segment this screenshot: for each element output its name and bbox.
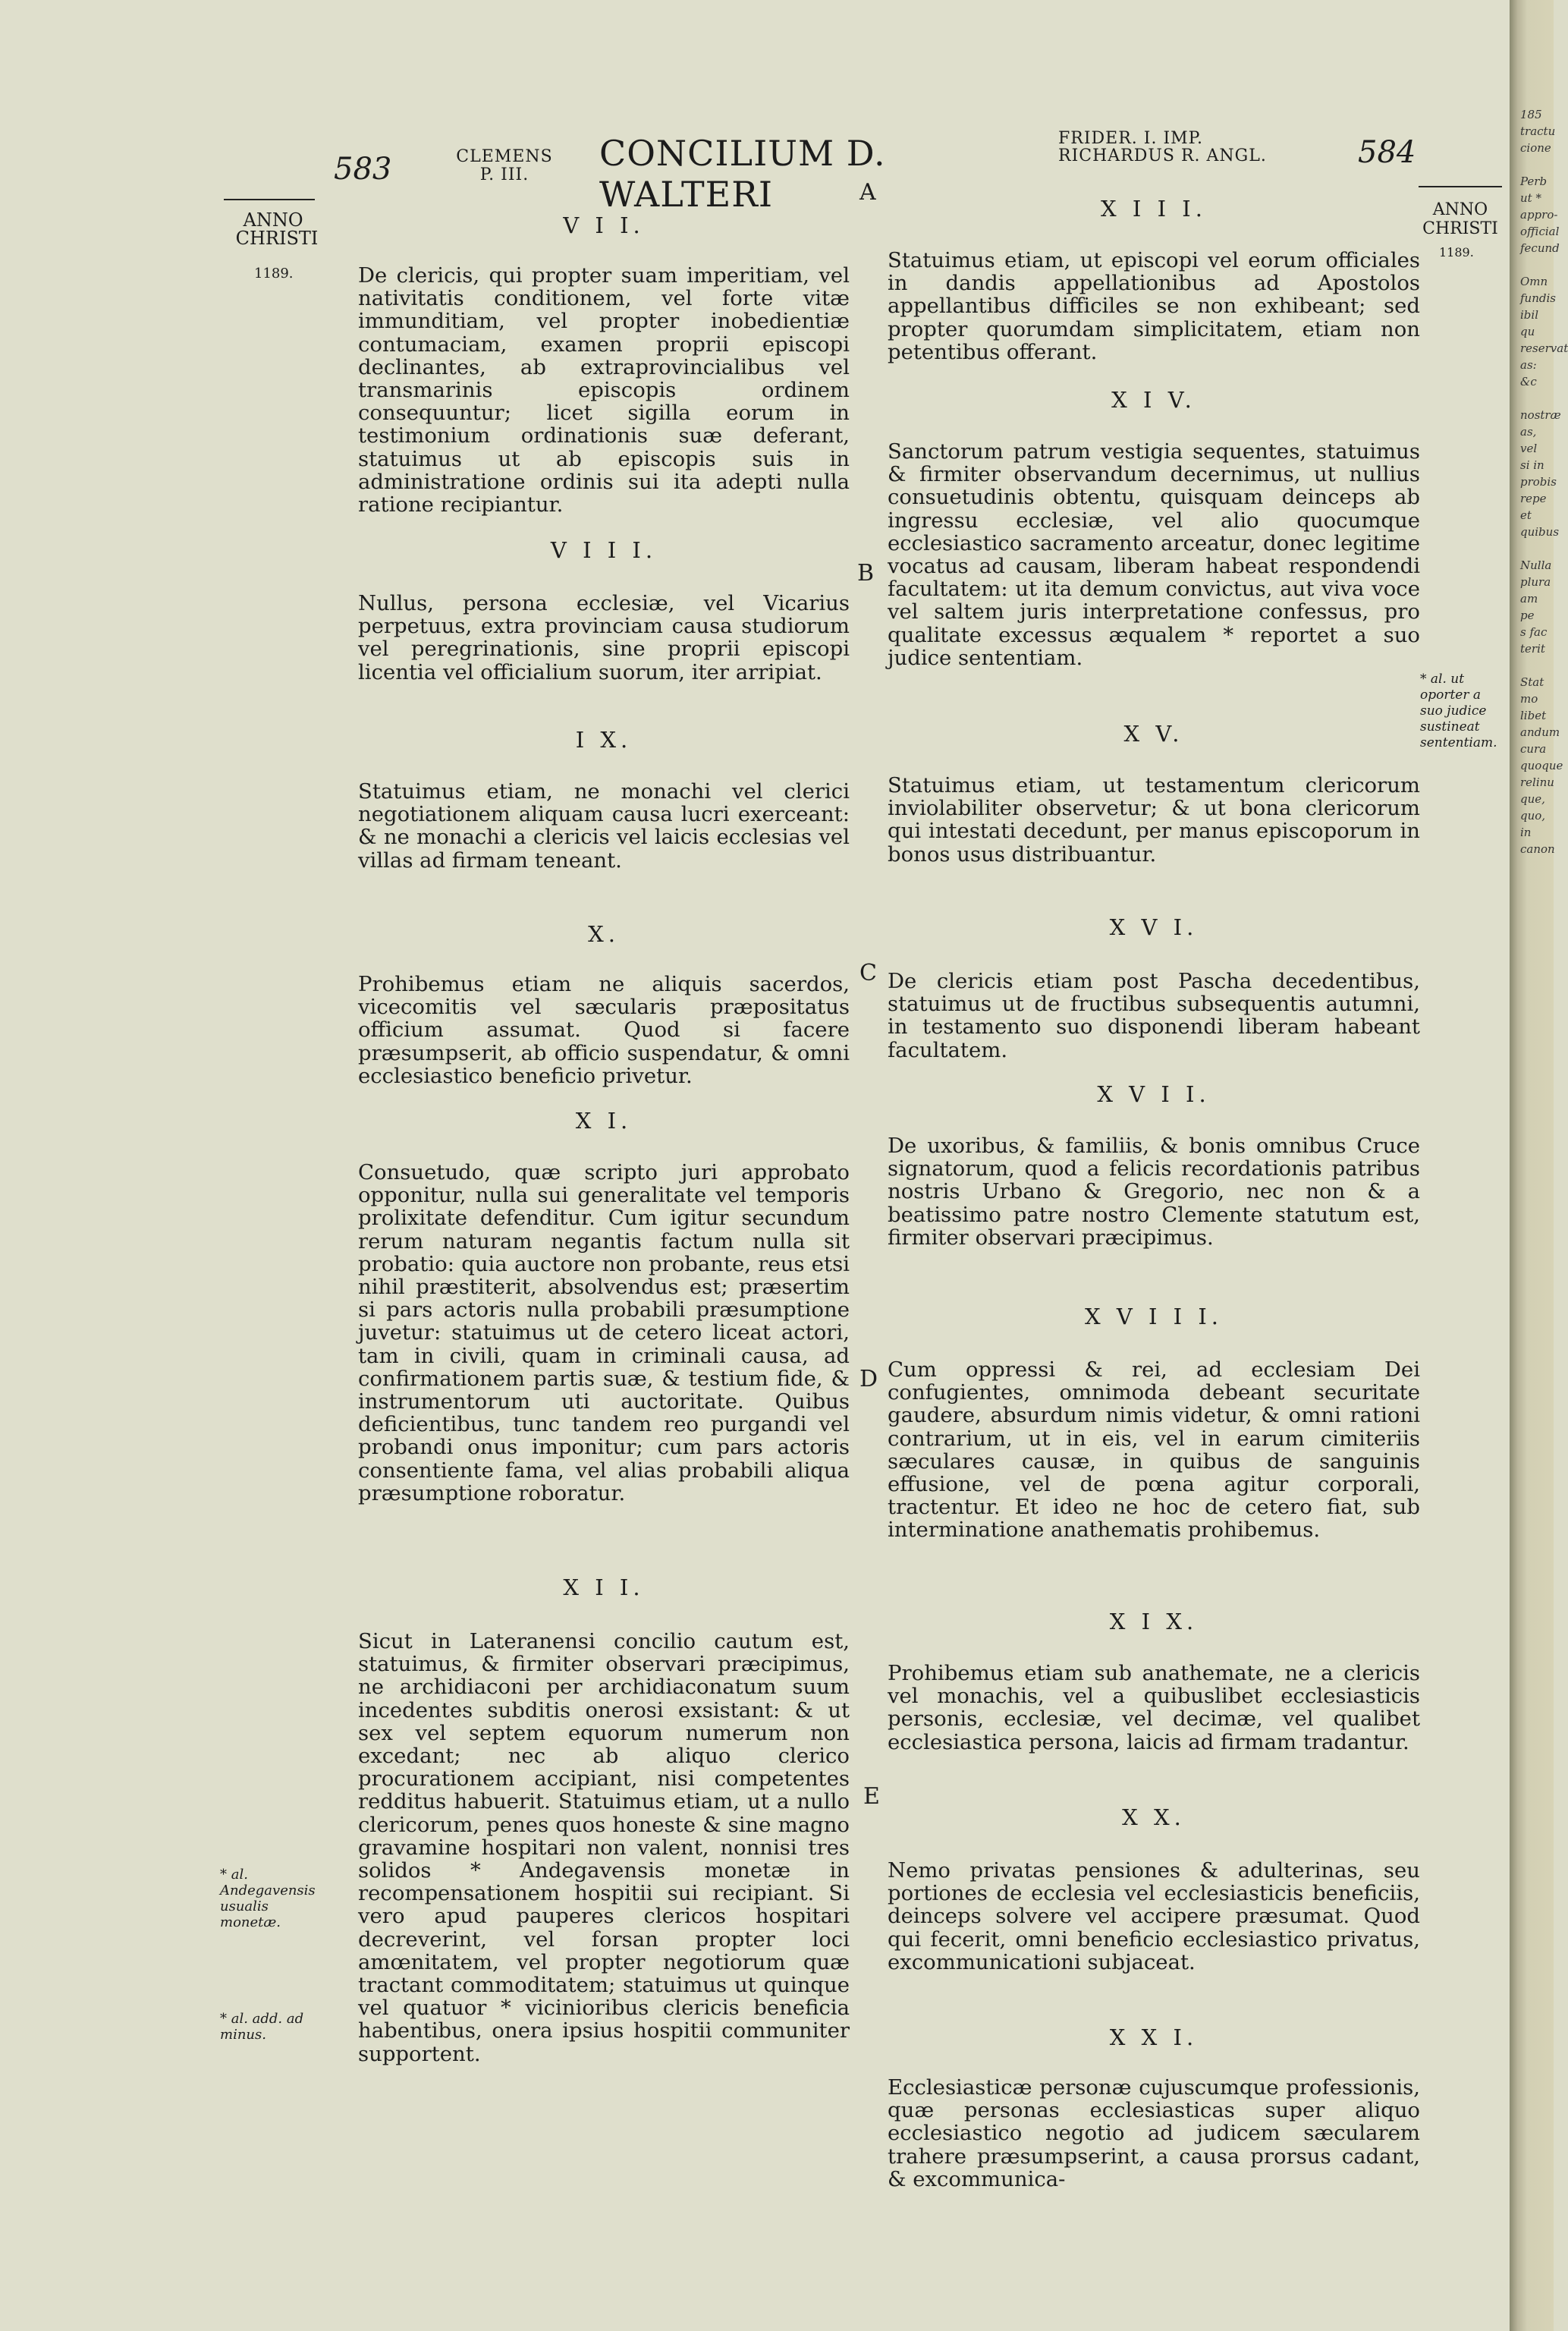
margin-note-right: * al. ut oporter a suo judice sustineat sententiam. [1420,672,1497,750]
running-head-left-1: CLEMENS [456,147,553,166]
canon-heading: V I I I. [550,537,658,563]
margin-rule-right [1419,186,1502,187]
canon-text: Statuimus etiam, ne monachi vel clerici negotiationem aliquam causa lucri exerceant: & ne monachi a clericis vel laicis ecclesias vel villas ad firmam teneant. [358,779,850,873]
adjacent-page-fragments: 185 tractu cione Perb ut * appro- official fecund Omn fundis ibil qu reservat as: &c nostræ as, vel si in probis repe et quibus Nulla plura am pe s fac terit Stat mo libet andum cura quoque relinu que, quo, in canon [1520,108,1568,856]
canon-text: Prohibemus etiam ne aliquis sacerdos, vicecomitis vel sæcularis præpositatus officium assumat. Quod si facere præsumpserit, ab officio suspendatur, & omni ecclesiastico beneficio privetur. [358,972,850,1088]
section-letter-d: D [859,1366,878,1392]
running-head-left-2: P. III. [479,165,529,184]
margin-rule-left [224,199,315,200]
canon-heading: I X. [575,727,633,753]
running-head-right-2: RICHARDUS R. ANGL. [1058,146,1267,165]
canon-text: Sicut in Lateranensi concilio cautum est, statuimus, & firmiter observari præcipimus, ne archidiaconi per archidiaconatum suum incedentes subditis onerosi exsistant: & ut sex vel septem equorum numerum non excedant; nec ab aliquo clerico procurationem accipiant, nisi competentes redditus habuerit. Statuimus etiam, ut a nullo clericorum, penes quos honeste & sine magno gravamine hospitari non valent, nonnisi tres solidos * Andegavensis monetæ in recompensationem hospitii sui recipiant. Si vero apud pauperes clericos hospitari decreverint, vel forsan propter loci amœnitatem, vel propter negotiorum quæ tractant commoditatem; statuimus ut quinque vel quatuor * vicinioribus clericis beneficia habentibus, onera ipsius hospitii communiter supportent. [358,1629,850,2066]
canon-heading: X I. [575,1108,633,1134]
canon-text: Statuimus etiam, ut testamentum clericorum inviolabiliter observetur; & ut bona clericorum qui intestati decedunt, per manus episcoporum in bonos usus distribuantur. [888,773,1420,867]
section-letter-a: A [859,179,876,206]
canon-heading: V I I. [563,212,645,238]
canon-heading: X V I I I. [1084,1304,1224,1329]
canon-heading: X V I. [1109,914,1199,940]
canon-text: De clericis, qui propter suam imperitiam, vel nativitatis conditionem, vel forte vitæ immunditiam, vel propter inobedientiæ contumaciam, examen proprii episcopi declinantes, ab extraprovincialibus vel transmarinis episcopis ordinem consequuntur; licet sigilla eorum in testimonium ordinationis suæ deferant, statuimus ut ab episcopis suis in administratione ordinis sui ita adepti nulla ratione recipiantur. [358,263,850,517]
margin-year-right: 1189. [1439,245,1474,260]
page-title: CONCILIUM D. WALTERI [599,133,886,215]
margin-note-left-2: * al. add. ad minus. [220,2011,304,2043]
running-head-right-1: FRIDER. I. IMP. [1058,129,1203,148]
canon-text: Ecclesiasticæ personæ cujuscumque professionis, quæ personas ecclesiasticas super aliquo ecclesiastico negotio ad judicem sæcularem trahere præsumpserint, a causa prorsus cadant, & excommunica- [888,2075,1420,2191]
canon-heading: X. [588,921,620,947]
canon-heading: X X I. [1109,2024,1199,2050]
canon-text: De clericis etiam post Pascha decedentibus, statuimus ut de fructibus subsequentis autumni, in testamento suo disponendi liberam habeant facultatem. [888,969,1420,1062]
canon-text: Consuetudo, quæ scripto juri approbato opponitur, nulla sui generalitate vel temporis prolixitate defenditur. Cum igitur secundum rerum naturam negantis factum nulla sit probatio: quia auctore non probante, reus etsi nihil præstiterit, absolvendus est; præsertim si pars actoris nulla probabili præsumptione juvetur: statuimus ut de cetero liceat actori, tam in civili, quam in criminali causa, ad confirmationem partis suæ, & testium fide, & instrumentorum uti auctoritate. Quibus deficientibus, tunc tandem reo purgandi vel probandi onus imponitur; cum pars actoris consentiente fama, vel alias probabili aliqua præsumptione roboratur. [358,1160,850,1505]
canon-text: Statuimus etiam, ut episcopi vel eorum officiales in dandis appellationibus ad Apostolos appellantibus difficiles se non exhibeant; sed propter quorumdam simplicitatem, etiam non petentibus offerant. [888,248,1420,364]
canon-heading: X I I I. [1101,196,1207,222]
canon-heading: X V. [1123,721,1184,747]
canon-text: Cum oppressi & rei, ad ecclesiam Dei confugientes, omnimoda debeant securitate gaudere, absurdum nimis videtur, & omni rationi contrarium, ut in eis, vel in earum cimiteriis sæculares causæ, in quibus de sanguinis effusione, vel de pœna agitur corporali, tractentur. Et ideo ne hoc de cetero fiat, sub interminatione anathematis prohibemus. [888,1357,1420,1543]
margin-note-left-1: * al. Andegavensis usualis monetæ. [220,1867,316,1930]
margin-anno-right: ANNO [1432,200,1488,219]
canon-heading: X I X. [1109,1609,1199,1634]
section-letter-c: C [859,960,877,986]
canon-heading: X I V. [1111,387,1196,413]
margin-christi-right: CHRISTI [1422,219,1498,238]
canon-text: Nullus, persona ecclesiæ, vel Vicarius perpetuus, extra provinciam causa studiorum vel peregrinationis, sine proprii episcopi licentia vel officialium suorum, iter arripiat. [358,591,850,684]
section-letter-b: B [857,560,875,587]
canon-text: Nemo privatas pensiones & adulterinas, seu portiones de ecclesia vel ecclesiasticis beneficiis, deinceps solvere vel accipere præsumat. Quod qui fecerit, omni beneficio ecclesiastico privatus, excommunicationi subjaceat. [888,1858,1420,1974]
canon-heading: X V I I. [1097,1081,1211,1107]
canon-text: Prohibemus etiam sub anathemate, ne a clericis vel monachis, vel a quibuslibet ecclesiasticis personis, ecclesiæ, vel decimæ, vel qualibet ecclesiastica persona, laicis ad firmam tradantur. [888,1661,1420,1754]
canon-text: De uxoribus, & familiis, & bonis omnibus Cruce signatorum, quod a felicis recordationis patribus nostris Urbano & Gregorio, nec non & a beatissimo patre nostro Clemente statutum est, firmiter observari præcipimus. [888,1134,1420,1250]
page-number-right: 584 [1358,135,1416,170]
canon-text: Sanctorum patrum vestigia sequentes, statuimus & firmiter observandum decernimus, ut nullius consuetudinis obtentu, quisquam deinceps ab ingressu ecclesiæ, vel alio quocumque ecclesiastico sacramento arceatur, donec legitime vocatus ad causam, liberam habeat respondendi facultatem: ut ita demum convictus, aut viva voce vel saltem juris interpretatione confessus, pro qualitate excessus æqualem * reportet a suo judice sententiam. [888,439,1420,670]
canon-heading: X I I. [563,1574,645,1600]
margin-anno-left: ANNO [243,209,303,231]
margin-year-left: 1189. [254,266,294,282]
section-letter-e: E [863,1783,880,1810]
page-number-left: 583 [334,152,392,187]
canon-heading: X X. [1122,1804,1186,1830]
margin-christi-left: CHRISTI [235,228,319,249]
